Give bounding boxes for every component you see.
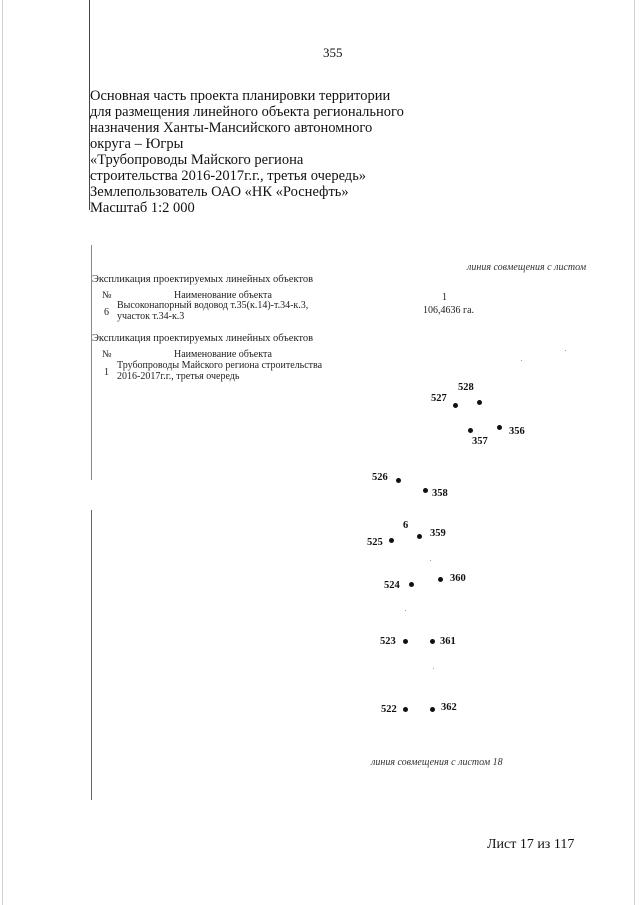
point-361-marker <box>430 639 435 644</box>
point-357-label: 357 <box>472 436 488 447</box>
point-359-label: 359 <box>430 528 446 539</box>
point-524-marker <box>409 582 414 587</box>
explication1-row-name-2: участок т.34-к.3 <box>117 311 185 322</box>
point-527-marker <box>453 403 458 408</box>
point-526-marker <box>396 478 401 483</box>
explication2-title: Экспликация проектируемых линейных объектов <box>92 333 314 344</box>
explication1-row-name-1: Высоконапорный водовод т.35(к.14)-т.34-к.3, <box>117 300 309 311</box>
point-360-marker <box>438 577 443 582</box>
scan-speck <box>521 360 522 361</box>
sheet-number: Лист 17 из 117 <box>487 837 575 852</box>
explication1-right-no: 1 <box>442 292 447 303</box>
header-line-7: Землепользователь ОАО «НК «Роснефть» <box>90 184 349 200</box>
header-line-6: строительства 2016-2017г.г., третья очередь» <box>90 168 367 184</box>
point-361-label: 361 <box>440 636 456 647</box>
explication1-row-no: 6 <box>104 307 109 318</box>
point-523-label: 523 <box>380 636 396 647</box>
header-line-4: округа – Югры <box>90 136 184 152</box>
segment-label: 6 <box>403 520 409 531</box>
scan-speck <box>405 610 406 611</box>
point-358-label: 358 <box>432 488 448 499</box>
header-line-5: «Трубопроводы Майского региона <box>90 152 304 168</box>
explication1-title: Экспликация проектируемых линейных объектов <box>92 274 314 285</box>
scan-edge-left <box>2 0 3 905</box>
point-358-marker <box>423 488 428 493</box>
page-number: 355 <box>323 45 343 60</box>
point-356-label: 356 <box>509 426 525 437</box>
scan-edge-right <box>634 0 635 905</box>
point-523-marker <box>403 639 408 644</box>
point-362-marker <box>430 707 435 712</box>
point-525-marker <box>389 538 394 543</box>
combine-line-bottom-label: линия совмещения с листом 18 <box>371 757 503 768</box>
point-527-label: 527 <box>431 393 447 404</box>
point-362-label: 362 <box>441 702 457 713</box>
point-522-marker <box>403 707 408 712</box>
point-524-label: 524 <box>384 580 400 591</box>
point-356-marker <box>497 425 502 430</box>
point-526-label: 526 <box>372 472 388 483</box>
header-line-8: Масштаб 1:2 000 <box>90 200 195 216</box>
frame-line-bottom <box>91 510 92 800</box>
point-528-label: 528 <box>458 382 474 393</box>
combine-line-top-label: линия совмещения с листом <box>467 262 587 273</box>
header-line-3: назначения Ханты-Мансийского автономного <box>90 120 373 136</box>
point-359-marker <box>417 534 422 539</box>
explication1-right-area: 106,4636 га. <box>423 305 475 316</box>
explication1-col-name: Наименование объекта <box>174 290 272 301</box>
explication2-row-name-1: Трубопроводы Майского региона строительства <box>117 360 323 371</box>
scan-speck <box>433 668 434 669</box>
point-522-label: 522 <box>381 704 397 715</box>
explication2-col-no: № <box>102 349 112 360</box>
scan-speck <box>430 560 431 561</box>
explication2-row-name-2: 2016-2017г.г., третья очередь <box>117 371 240 382</box>
explication1-col-no: № <box>102 290 112 301</box>
header-line-1: Основная часть проекта планировки территории <box>90 88 391 104</box>
header-line-2: для размещения линейного объекта регионального <box>90 104 404 120</box>
point-360-label: 360 <box>450 573 466 584</box>
point-357-marker <box>468 428 473 433</box>
point-528-marker <box>477 400 482 405</box>
explication2-row-no: 1 <box>104 367 109 378</box>
point-525-label: 525 <box>367 537 383 548</box>
explication2-col-name: Наименование объекта <box>174 349 272 360</box>
scan-speck <box>565 350 566 351</box>
